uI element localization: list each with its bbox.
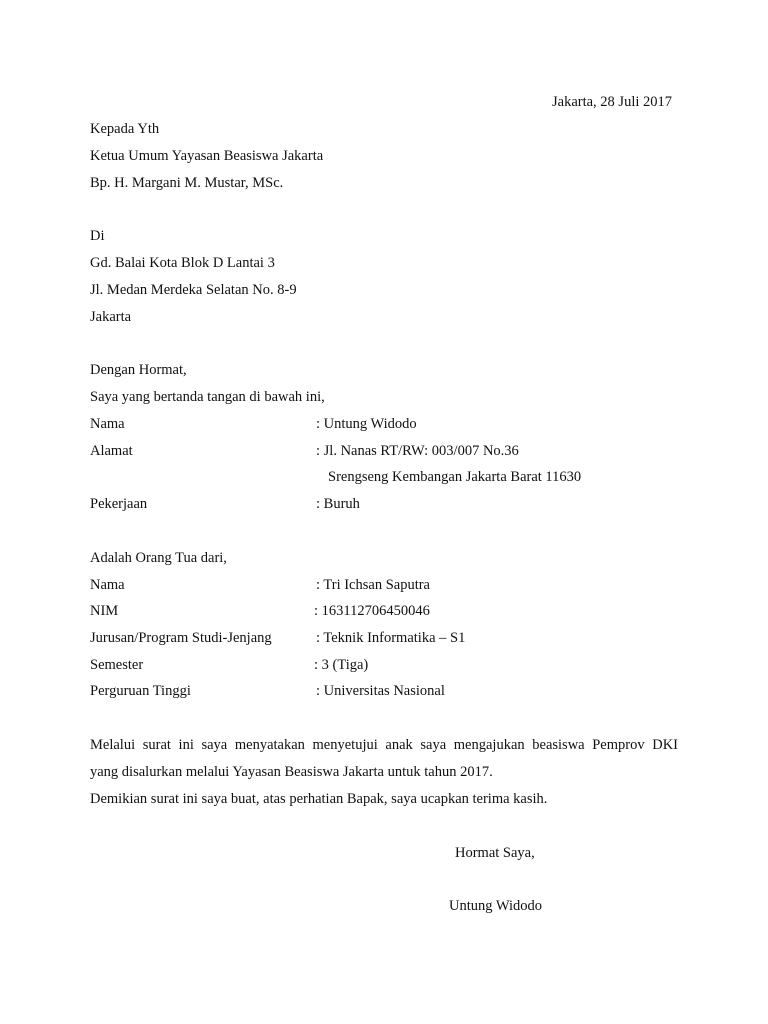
- recipient-greeting: Kepada Yth: [90, 121, 160, 137]
- child-major-label: Jurusan/Program Studi-Jenjang: [90, 630, 272, 646]
- child-university-value: : Universitas Nasional: [316, 683, 445, 699]
- recipient-name: Bp. H. Margani M. Mustar, MSc.: [90, 175, 284, 191]
- address-line-1: Gd. Balai Kota Blok D Lantai 3: [90, 255, 275, 271]
- closing-salutation: Hormat Saya,: [455, 845, 535, 861]
- child-name-label: Nama: [90, 577, 125, 593]
- child-intro: Adalah Orang Tua dari,: [90, 550, 227, 566]
- child-nim-value: : 163112706450046: [314, 603, 430, 619]
- parent-address-label: Alamat: [90, 443, 133, 459]
- parent-job-value: : Buruh: [316, 496, 360, 512]
- address-line-2: Jl. Medan Merdeka Selatan No. 8-9: [90, 282, 297, 298]
- signatory-name: Untung Widodo: [449, 898, 542, 914]
- address-di: Di: [90, 228, 105, 244]
- parent-address-value-2: Srengseng Kembangan Jakarta Barat 11630: [328, 469, 582, 485]
- closing-sentence: Demikian surat ini saya buat, atas perhatian Bapak, saya ucapkan terima kasih.: [90, 791, 548, 807]
- parent-name-label: Nama: [90, 416, 125, 432]
- child-nim-label: NIM: [90, 603, 119, 619]
- child-name-value: : Tri Ichsan Saputra: [316, 577, 430, 593]
- child-semester-value: : 3 (Tiga): [314, 657, 369, 673]
- parent-job-label: Pekerjaan: [90, 496, 148, 512]
- opening-salutation: Dengan Hormat,: [90, 362, 187, 378]
- parent-address-value-1: : Jl. Nanas RT/RW: 003/007 No.36: [316, 443, 519, 459]
- body-paragraph-line-1: Melalui surat ini saya menyatakan menyetujui anak saya mengajukan beasiswa Pemprov DKI: [90, 737, 678, 753]
- recipient-position: Ketua Umum Yayasan Beasiswa Jakarta: [90, 148, 324, 164]
- intro-text: Saya yang bertanda tangan di bawah ini,: [90, 389, 325, 405]
- child-university-label: Perguruan Tinggi: [90, 683, 191, 699]
- parent-name-value: : Untung Widodo: [316, 416, 417, 432]
- child-semester-label: Semester: [90, 657, 144, 673]
- place-date: Jakarta, 28 Juli 2017: [552, 94, 673, 110]
- child-major-value: : Teknik Informatika – S1: [316, 630, 466, 646]
- body-paragraph-line-2: yang disalurkan melalui Yayasan Beasiswa Jakarta untuk tahun 2017.: [90, 764, 493, 780]
- address-city: Jakarta: [90, 309, 132, 325]
